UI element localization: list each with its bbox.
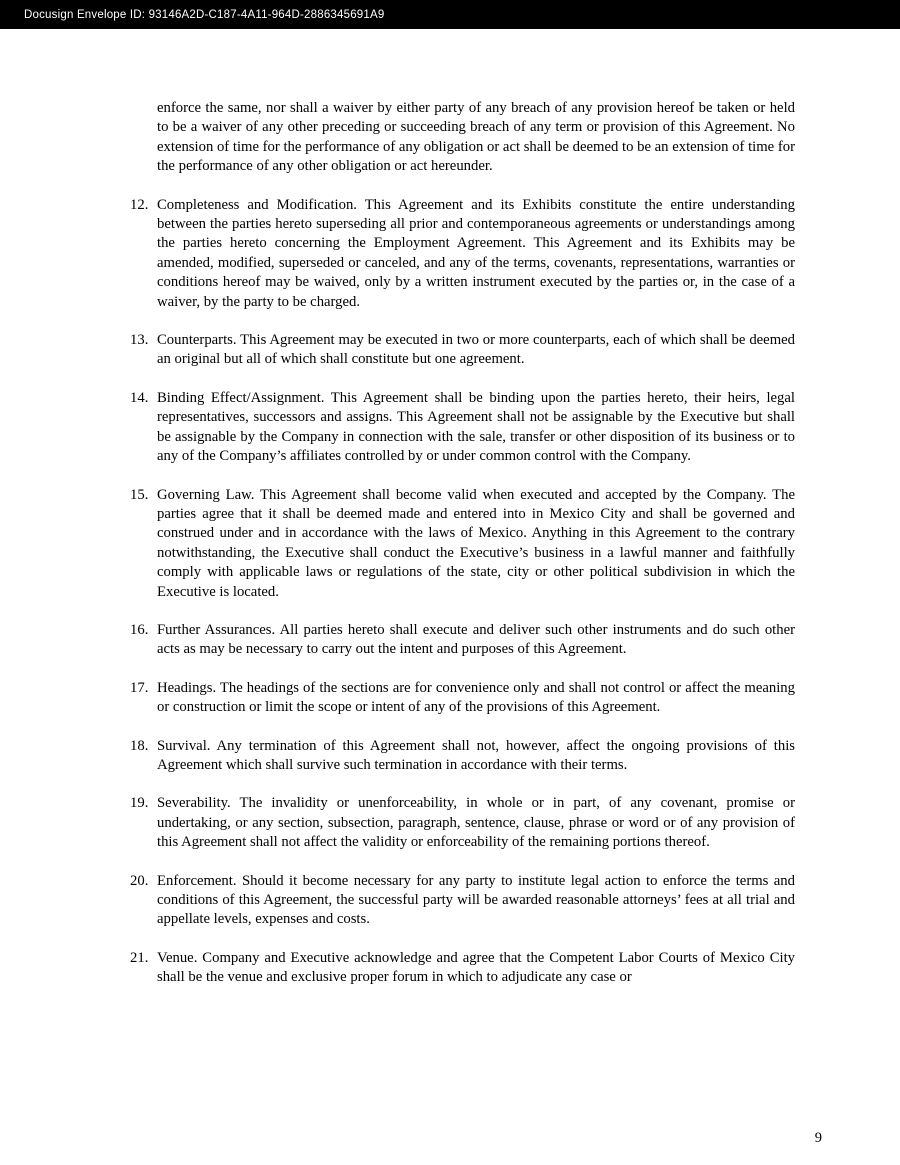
section-number: 15. [130, 486, 149, 503]
section-number: 13. [130, 332, 149, 349]
section-number: 19. [130, 795, 149, 812]
docusign-envelope-bar [0, 0, 900, 29]
section-number: 16. [130, 621, 149, 638]
section-item-20 [130, 872, 795, 930]
section-text: Venue. Company and Executive acknowledge and agree that the Competent Labor Courts of Mexico City shall be the venue and exclusive proper forum in which to adjudicate any case or [157, 949, 795, 986]
section-number: 20. [130, 872, 149, 889]
section-text: Severability. The invalidity or unenforceability, in whole or in part, of any covenant, promise or undertaking, or any section, subsection, paragraph, sentence, clause, phrase or word or of any provision of this Agreement shall not affect the validity or enforceability of the remaining portions thereof. [157, 795, 795, 851]
section-item-19 [130, 794, 795, 852]
section-number: 12. [130, 196, 149, 213]
section-text: Survival. Any termination of this Agreement shall not, however, affect the ongoing provisions of this Agreement which shall survive such termination in accordance with their terms. [157, 737, 795, 773]
section-item-12 [130, 196, 795, 312]
section-text: Headings. The headings of the sections are for convenience only and shall not control or affect the meaning or construction or limit the scope or intent of any of the provisions of this Agreement. [157, 679, 795, 716]
section-item-17 [130, 679, 795, 718]
section-text: Completeness and Modification. This Agreement and its Exhibits constitute the entire understanding between the parties hereto superseding all prior and contemporaneous agreements or understandings among the parties hereto concerning the Employment Agreement. This Agreement and its Exhibits may be amended, modified, superseded or canceled, and any of the terms, covenants, representations, warranties or conditions hereof may be waived, only by a written instrument executed by the parties or, in the case of a waiver, by the party to be charged. [157, 196, 795, 310]
section-item-14 [130, 389, 795, 467]
section-item-13 [130, 331, 795, 370]
section-number: 17. [130, 679, 149, 696]
section-item-15 [130, 486, 795, 602]
section-number: 14. [130, 389, 149, 406]
section-number: 21. [130, 949, 149, 966]
section-text: Binding Effect/Assignment. This Agreement shall be binding upon the parties hereto, their heirs, legal representatives, successors and assigns. This Agreement shall not be assignable by the Executive but shall be assignable by the Company in connection with the sale, transfer or other disposition of its business or to any of the Company’s affiliates controlled by or under common control with the Company. [157, 389, 795, 465]
section-item-18 [130, 737, 795, 776]
section-text: Governing Law. This Agreement shall become valid when executed and accepted by the Company. The parties agree that it shall be deemed made and entered into in Mexico City and shall be governed and construed under and in accordance with the laws of Mexico. Anything in this Agreement to the contrary notwithstanding, the Executive shall conduct the Executive’s business in a lawful manner and faithfully comply with applicable laws or regulations of the state, city or other political subdivision in which the Executive is located. [157, 486, 795, 600]
document-content [0, 29, 900, 1007]
section-text: Further Assurances. All parties hereto shall execute and deliver such other instruments and do such other acts as may be necessary to carry out the intent and purposes of this Agreement. [157, 621, 795, 658]
envelope-id-text: Docusign Envelope ID: 93146A2D-C187-4A11-964D-2886345691A9 [24, 8, 385, 21]
section-item-16 [130, 621, 795, 660]
page-number: 9 [814, 1130, 822, 1146]
section-item-21 [130, 949, 795, 988]
section-text: Enforcement. Should it become necessary for any party to institute legal action to enforce the terms and conditions of this Agreement, the successful party will be awarded reasonable attorneys’ fees at all trial and appellate levels, expenses and costs. [157, 872, 795, 928]
section-text: Counterparts. This Agreement may be executed in two or more counterparts, each of which shall be deemed an original but all of which shall constitute but one agreement. [157, 332, 795, 368]
continuation-paragraph: enforce the same, nor shall a waiver by either party of any breach of any provision hereof be taken or held to be a waiver of any other preceding or succeeding breach of any term or provision of this Agreement. No extension of time for the performance of any obligation or act shall be deemed to be an extension of time for the performance of any other obligation or act hereunder. [157, 100, 795, 175]
section-number: 18. [130, 737, 149, 754]
